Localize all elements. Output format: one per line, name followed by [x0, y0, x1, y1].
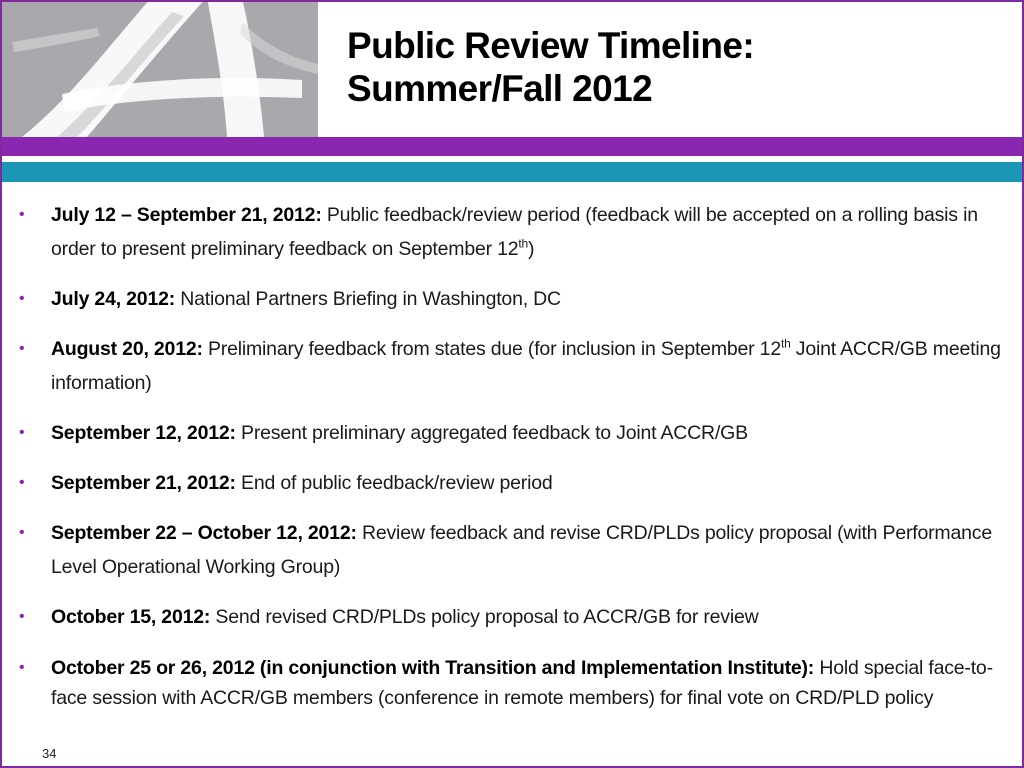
timeline-item-description: End of public feedback/review period: [235, 472, 553, 494]
timeline-item-description: Preliminary feedback from states due (for inclusion in September 12: [202, 338, 781, 360]
timeline-item-text: [51, 466, 1017, 500]
timeline-item-date: September 21, 2012:: [51, 472, 236, 494]
timeline-item-tail: Joint ACCR/GB meeting information): [51, 338, 1001, 394]
timeline-item-text: [51, 653, 1017, 713]
timeline-item-description: Present preliminary aggregated feedback to Joint ACCR/GB: [235, 422, 748, 444]
logo-panel: [2, 2, 318, 137]
bullet-marker: •: [19, 608, 25, 625]
timeline-item-date: September 22 – October 12, 2012:: [51, 522, 357, 544]
bullet-marker: •: [19, 340, 25, 357]
bullet-marker: •: [19, 474, 25, 491]
timeline-item-tail: ): [528, 238, 535, 260]
timeline-item-description: Hold special face-to-face session with ACCR/GB members (conference in remote members) for final vote on CRD/PLD policy: [51, 657, 993, 709]
timeline-item-description: National Partners Briefing in Washington, DC: [175, 288, 561, 310]
page-number: 34: [42, 746, 57, 761]
title-line-1: Public Review Timeline:: [347, 25, 755, 66]
timeline-item-text: [51, 282, 1017, 316]
bullet-marker: •: [19, 659, 25, 676]
timeline-item-date: July 12 – September 21, 2012:: [51, 204, 322, 226]
timeline-item-text: [51, 332, 1017, 400]
timeline-item-description: Send revised CRD/PLDs policy proposal to ACCR/GB for review: [210, 606, 759, 628]
timeline-item-date: September 12, 2012:: [51, 422, 236, 444]
timeline-item-description: Review feedback and revise CRD/PLDs policy proposal (with Performance Level Operational Working Group): [51, 522, 992, 578]
title-line-2: Summer/Fall 2012: [347, 68, 653, 109]
purple-divider-band: [2, 137, 1024, 156]
bullet-marker: •: [19, 206, 25, 223]
timeline-item-description: Public feedback/review period (feedback will be accepted on a rolling basis in order to present preliminary feedback on September 12: [51, 204, 978, 260]
bullet-marker: •: [19, 290, 25, 307]
bullet-marker: •: [19, 424, 25, 441]
teal-divider-band: [2, 162, 1024, 182]
timeline-item-date: July 24, 2012:: [51, 288, 176, 310]
bullet-marker: •: [19, 524, 25, 541]
ordinal-suffix: th: [780, 336, 791, 351]
timeline-item-text: [51, 416, 1017, 450]
timeline-item-text: [51, 600, 1017, 634]
brushstroke-a-logo-icon: [2, 2, 318, 137]
timeline-item-text: [51, 516, 1017, 584]
timeline-item-date: October 25 or 26, 2012 (in conjunction with Transition and Implementation Institute):: [51, 657, 815, 679]
timeline-item-date: August 20, 2012:: [51, 338, 203, 360]
timeline-item-date: October 15, 2012:: [51, 606, 211, 628]
ordinal-suffix: th: [518, 236, 529, 251]
timeline-item-text: [51, 198, 1017, 266]
page-title: [347, 24, 754, 110]
